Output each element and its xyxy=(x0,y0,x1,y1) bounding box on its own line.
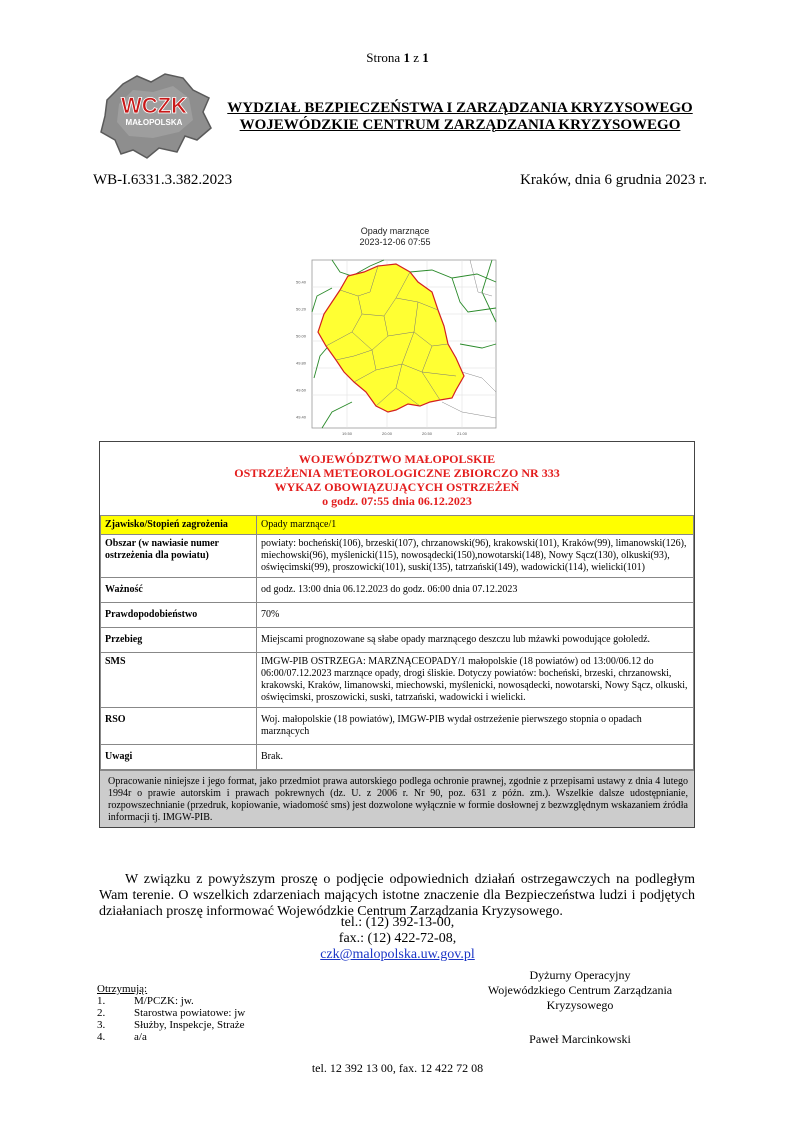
map-timestamp: 2023-12-06 07:55 xyxy=(359,237,431,247)
contact-email-link[interactable]: czk@malopolska.uw.gov.pl xyxy=(320,947,475,962)
list-item: 3. Służby, Inspekcje, Straże xyxy=(97,1019,245,1031)
copyright-note: Opracowanie niniejsze i jego format, jako przedmiot prawa autorskiego podlega ochronie prawnej, zgodnie z przepisami ustawy z dnia 4 lutego 1994r o prawie autorskim i prawach pokrewnych (dz. U. z 2006 r. Nr 90, poz. 631 z późn. zm.). Wszelkie dalsze udostępnianie, rozpowszechnianie (przedruk, kopiowanie, wiadomość sms) jest dozwolone wyłącznie w formie dosłownej z bezwzględnym wskazaniem źródła informacji tj. IMGW-PIB. xyxy=(100,770,694,827)
map-caption xyxy=(300,226,490,248)
warning-box xyxy=(99,441,695,828)
contact-tel: tel.: (12) 392-13-00, xyxy=(340,915,455,930)
logo-text: WCZK xyxy=(121,93,187,118)
wczk-logo xyxy=(93,70,215,162)
table-row: Obszar (w nawiasie numer ostrzeżenia dla powiatu) powiaty: bocheński(106), brzeski(107), chrzanowski(96), krakowski(101), Kraków(99), limanowski(126), miechowski(96), myślenicki(115), nowosądecki(150),nowotarski(148), Nowy Sącz(130), olkuski(93), oświęcimski(99), proszowicki(101), suski(135), tatrzański(149), wadowicki(114), wielicki(101) xyxy=(101,535,694,578)
table-row: Prawdopodobieństwo 70% xyxy=(101,603,694,628)
list-item: 2. Starostwa powiatowe: jw xyxy=(97,1007,246,1019)
document-header xyxy=(220,100,700,134)
signature-name: Paweł Marcinkowski xyxy=(529,1032,631,1046)
page-number: Strona 1 z 1 xyxy=(366,50,429,65)
map-y-tick: 50.00 xyxy=(296,333,307,339)
table-row: Uwagi Brak. xyxy=(101,745,694,770)
signature-org-cont: Kryzysowego xyxy=(546,998,614,1012)
header-department: WYDZIAŁ BEZPIECZEŃSTWA I ZARZĄDZANIA KRYZYSOWEGO xyxy=(227,100,693,116)
contacts xyxy=(0,915,795,963)
map-y-tick: 49.80 xyxy=(296,360,307,366)
map-x-tick: 20.50 xyxy=(421,431,433,436)
logo-subtext: MAŁOPOLSKA xyxy=(125,118,183,127)
warning-heading xyxy=(100,442,694,515)
warning-title-number: OSTRZEŻENIA METEOROLOGICZNE ZBIORCZO NR 333 xyxy=(234,466,560,480)
list-item: 1. M/PCZK: jw. xyxy=(97,995,194,1007)
list-item: 4. a/a xyxy=(97,1031,147,1043)
map-x-tick: 20.00 xyxy=(381,431,393,436)
map-x-tick: 19.50 xyxy=(341,431,353,436)
signature-org: Wojewódzkiego Centrum Zarządzania xyxy=(487,983,673,997)
warning-map xyxy=(292,252,500,438)
signature-block xyxy=(470,968,690,1047)
signature-role: Dyżurny Operacyjny xyxy=(529,968,631,982)
map-y-tick: 49.40 xyxy=(296,414,307,420)
warning-title-time: o godz. 07:55 dnia 06.12.2023 xyxy=(322,494,472,508)
reference-number: WB-I.6331.3.382.2023 xyxy=(93,172,233,188)
table-row: RSO Woj. małopolskie (18 powiatów), IMGW-PIB wydał ostrzeżenie pierwszego stopnia o opadach marznących xyxy=(101,708,694,745)
map-y-tick: 49.60 xyxy=(296,387,307,393)
recipients-title: Otrzymują: xyxy=(97,983,148,995)
warning-title-region: WOJEWÓDZTWO MAŁOPOLSKIE xyxy=(298,452,496,466)
warning-title-list: WYKAZ OBOWIĄZUJĄCYCH OSTRZEŻEŃ xyxy=(274,480,520,494)
table-row: Ważność od godz. 13:00 dnia 06.12.2023 do godz. 06:00 dnia 07.12.2023 xyxy=(101,578,694,603)
map-y-tick: 50.40 xyxy=(296,279,307,285)
footer-contact: tel. 12 392 13 00, fax. 12 422 72 08 xyxy=(311,1061,484,1075)
contact-fax: fax.: (12) 422-72-08, xyxy=(338,931,457,946)
table-row: SMS IMGW-PIB OSTRZEGA: MARZNĄCEOPADY/1 małopolskie (18 powiatów) od 13:00/06.12 do 06:00/07.12.2023 marznące opady, drogi śliskie. Dotyczy powiatów: bocheński, brzeski, chrzanowski, krakowski, Kraków, limanowski, miechowski, myślenicki, nowosądecki, nowotarski, Nowy Sącz, olkuski, oświęcimski, proszowicki, suski, tatrzański, wadowicki i wielicki. xyxy=(101,653,694,708)
place-date: Kraków, dnia 6 grudnia 2023 r. xyxy=(520,172,707,188)
table-row: Zjawisko/Stopień zagrożenia Opady marznące/1 xyxy=(101,516,694,535)
body-text: W związku z powyższym proszę o podjęcie odpowiednich działań ostrzegawczych na podległym Wam terenie. O wszelkich zdarzeniach mających istotne znaczenie dla Bezpieczeństwa ludzi i podjętych działaniach proszę informować Wojewódzkie Centrum Zarządzania Kryzysowego. xyxy=(99,872,695,919)
table-row: Przebieg Miejscami prognozowane są słabe opady marznącego deszczu lub mżawki powodujące gołoledź. xyxy=(101,628,694,653)
map-x-tick: 21.00 xyxy=(456,431,468,436)
map-y-tick: 50.20 xyxy=(296,306,307,312)
header-center: WOJEWÓDZKIE CENTRUM ZARZĄDZANIA KRYZYSOWEGO xyxy=(239,117,681,133)
warning-table xyxy=(100,515,694,770)
recipients xyxy=(97,983,327,1043)
map-title: Opady marznące xyxy=(360,226,430,236)
